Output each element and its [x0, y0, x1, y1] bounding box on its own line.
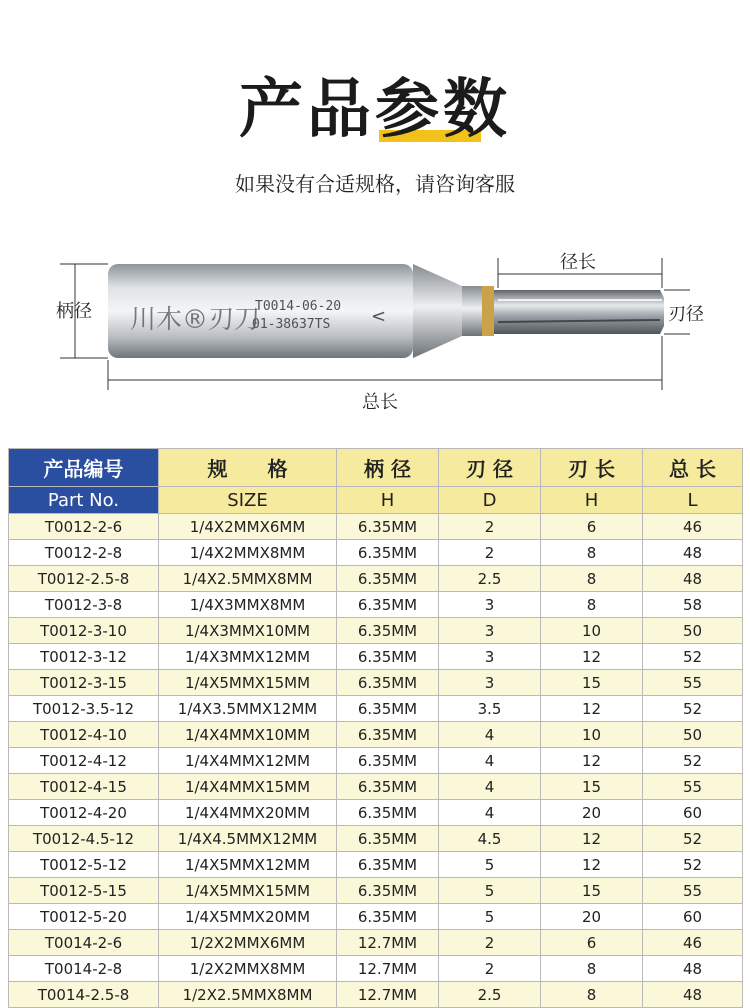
- part-no-cell: T0012-2-8: [9, 540, 159, 566]
- shank-diameter-label: 柄径: [56, 301, 92, 322]
- header-part-no-en: Part No.: [9, 487, 159, 514]
- header-blade-length-en: H: [541, 487, 643, 514]
- shank-cell: 6.35MM: [337, 722, 439, 748]
- blade-length-cell: 8: [541, 566, 643, 592]
- shank-cell: 6.35MM: [337, 566, 439, 592]
- blade-diameter-cell: 3: [439, 618, 541, 644]
- router-bit-diagram: [0, 240, 750, 430]
- header-total-length-en: L: [643, 487, 743, 514]
- page-title: [239, 70, 511, 150]
- part-no-cell: T0012-2.5-8: [9, 566, 159, 592]
- blade-length-cell: 6: [541, 930, 643, 956]
- blade-diameter-cell: 4.5: [439, 826, 541, 852]
- blade-length-cell: 10: [541, 722, 643, 748]
- title-area: [0, 70, 750, 150]
- size-cell: 1/4X2MMX6MM: [159, 514, 337, 540]
- total-length-cell: 55: [643, 670, 743, 696]
- blade-diameter-cell: 2: [439, 514, 541, 540]
- table-row: [9, 540, 743, 566]
- blade-diameter-cell: 4: [439, 800, 541, 826]
- table-row: [9, 826, 743, 852]
- blade-length-cell: 15: [541, 670, 643, 696]
- blade-diameter-cell: 4: [439, 722, 541, 748]
- total-length-cell: 48: [643, 540, 743, 566]
- table-row: [9, 878, 743, 904]
- table-row: [9, 800, 743, 826]
- blade-diameter-cell: 5: [439, 852, 541, 878]
- blade: [494, 290, 664, 334]
- part-no-cell: T0012-3-15: [9, 670, 159, 696]
- size-cell: 1/4X3MMX12MM: [159, 644, 337, 670]
- neck-body: [462, 286, 484, 336]
- table-row: [9, 618, 743, 644]
- total-length-cell: 52: [643, 696, 743, 722]
- size-cell: 1/4X2MMX8MM: [159, 540, 337, 566]
- spec-table-body: [9, 514, 743, 1008]
- total-length-cell: 60: [643, 904, 743, 930]
- neck: [413, 264, 462, 358]
- part-no-cell: T0012-3-8: [9, 592, 159, 618]
- shank-cell: 6.35MM: [337, 670, 439, 696]
- table-row: [9, 670, 743, 696]
- size-cell: 1/4X5MMX12MM: [159, 852, 337, 878]
- shank-cell: 6.35MM: [337, 514, 439, 540]
- table-row: [9, 566, 743, 592]
- blade-length-label: 径长: [560, 252, 596, 273]
- table-row: [9, 592, 743, 618]
- header-row-cn: [9, 449, 743, 487]
- part-no-cell: T0012-4-12: [9, 748, 159, 774]
- size-cell: 1/2X2MMX6MM: [159, 930, 337, 956]
- part-no-cell: T0014-2-8: [9, 956, 159, 982]
- total-length-cell: 50: [643, 618, 743, 644]
- shank-cell: 6.35MM: [337, 800, 439, 826]
- blade-length-cell: 15: [541, 878, 643, 904]
- shank-cell: 12.7MM: [337, 930, 439, 956]
- table-row: [9, 956, 743, 982]
- part-no-cell: T0014-2.5-8: [9, 982, 159, 1008]
- table-row: [9, 514, 743, 540]
- blade-length-cell: 8: [541, 956, 643, 982]
- shank-cell: 6.35MM: [337, 592, 439, 618]
- header-size-cn: 规 格: [159, 449, 337, 487]
- total-length-cell: 52: [643, 852, 743, 878]
- engraving-line2: 01-38637TS: [252, 317, 331, 332]
- blade-diameter-label: 刃径: [668, 304, 704, 325]
- blade-length-cell: 20: [541, 904, 643, 930]
- engraving-mark: <: [371, 306, 387, 327]
- total-length-cell: 48: [643, 956, 743, 982]
- header-shank-cn: 柄 径: [337, 449, 439, 487]
- shank-cell: 6.35MM: [337, 644, 439, 670]
- table-row: [9, 930, 743, 956]
- part-no-cell: T0012-4-15: [9, 774, 159, 800]
- shank-cell: 6.35MM: [337, 826, 439, 852]
- spec-table: [8, 448, 743, 1008]
- blade-diameter-cell: 2: [439, 540, 541, 566]
- table-row: [9, 696, 743, 722]
- table-row: [9, 904, 743, 930]
- total-length-cell: 48: [643, 566, 743, 592]
- size-cell: 1/4X4.5MMX12MM: [159, 826, 337, 852]
- blade-length-cell: 8: [541, 540, 643, 566]
- size-cell: 1/4X5MMX15MM: [159, 670, 337, 696]
- part-no-cell: T0012-5-15: [9, 878, 159, 904]
- size-cell: 1/4X5MMX20MM: [159, 904, 337, 930]
- size-cell: 1/4X3MMX8MM: [159, 592, 337, 618]
- total-length-cell: 46: [643, 514, 743, 540]
- header-blade-diameter-cn: 刃 径: [439, 449, 541, 487]
- header-row-en: [9, 487, 743, 514]
- size-cell: 1/4X2.5MMX8MM: [159, 566, 337, 592]
- shank-cell: 6.35MM: [337, 878, 439, 904]
- part-no-cell: T0014-2-6: [9, 930, 159, 956]
- size-cell: 1/2X2.5MMX8MM: [159, 982, 337, 1008]
- header-blade-length-cn: 刃 长: [541, 449, 643, 487]
- blade-length-cell: 12: [541, 696, 643, 722]
- shank-cell: 6.35MM: [337, 748, 439, 774]
- part-no-cell: T0012-3-10: [9, 618, 159, 644]
- blade-length-cell: 12: [541, 644, 643, 670]
- blade-diameter-cell: 2: [439, 956, 541, 982]
- size-cell: 1/4X3.5MMX12MM: [159, 696, 337, 722]
- total-length-cell: 60: [643, 800, 743, 826]
- shank-cell: 6.35MM: [337, 540, 439, 566]
- size-cell: 1/4X5MMX15MM: [159, 878, 337, 904]
- header-part-no-cn: 产品编号: [9, 449, 159, 487]
- table-row: [9, 982, 743, 1008]
- blade-diameter-cell: 3: [439, 670, 541, 696]
- blade-diameter-cell: 2.5: [439, 982, 541, 1008]
- part-no-cell: T0012-4.5-12: [9, 826, 159, 852]
- shank-cell: 12.7MM: [337, 982, 439, 1008]
- table-row: [9, 748, 743, 774]
- total-length-cell: 50: [643, 722, 743, 748]
- blade-length-cell: 10: [541, 618, 643, 644]
- shank-cell: 12.7MM: [337, 956, 439, 982]
- total-length-cell: 52: [643, 826, 743, 852]
- blade-length-cell: 8: [541, 592, 643, 618]
- size-cell: 1/4X4MMX10MM: [159, 722, 337, 748]
- shank-cell: 6.35MM: [337, 904, 439, 930]
- header-shank-en: H: [337, 487, 439, 514]
- brand-mark: 川木®刃刀: [130, 305, 261, 335]
- blade-diameter-cell: 2: [439, 930, 541, 956]
- page-title-text: 产品参数: [239, 73, 511, 147]
- total-length-cell: 52: [643, 748, 743, 774]
- table-row: [9, 722, 743, 748]
- header-size-en: SIZE: [159, 487, 337, 514]
- total-length-cell: 52: [643, 644, 743, 670]
- header-blade-diameter-en: D: [439, 487, 541, 514]
- blade-diameter-cell: 5: [439, 904, 541, 930]
- blade-length-cell: 15: [541, 774, 643, 800]
- blade-length-cell: 8: [541, 982, 643, 1008]
- spec-table-wrap: [8, 448, 742, 1008]
- total-length-cell: 55: [643, 774, 743, 800]
- part-no-cell: T0012-4-20: [9, 800, 159, 826]
- blade-diameter-cell: 3: [439, 644, 541, 670]
- size-cell: 1/4X3MMX10MM: [159, 618, 337, 644]
- size-cell: 1/4X4MMX15MM: [159, 774, 337, 800]
- blade-length-cell: 12: [541, 826, 643, 852]
- part-no-cell: T0012-3.5-12: [9, 696, 159, 722]
- shank-cell: 6.35MM: [337, 618, 439, 644]
- blade-diameter-cell: 4: [439, 748, 541, 774]
- size-cell: 1/4X4MMX20MM: [159, 800, 337, 826]
- total-length-cell: 46: [643, 930, 743, 956]
- part-no-cell: T0012-5-12: [9, 852, 159, 878]
- total-length-cell: 55: [643, 878, 743, 904]
- table-row: [9, 774, 743, 800]
- total-length-label: 总长: [362, 392, 398, 413]
- table-row: [9, 852, 743, 878]
- blade-diameter-cell: 3.5: [439, 696, 541, 722]
- header-total-length-cn: 总 长: [643, 449, 743, 487]
- part-no-cell: T0012-5-20: [9, 904, 159, 930]
- blade-diameter-cell: 5: [439, 878, 541, 904]
- shank-cell: 6.35MM: [337, 774, 439, 800]
- page-subtitle: 如果没有合适规格，请咨询客服: [235, 172, 515, 196]
- blade-diameter-cell: 2.5: [439, 566, 541, 592]
- total-length-cell: 58: [643, 592, 743, 618]
- blade-length-cell: 12: [541, 852, 643, 878]
- blade-length-cell: 12: [541, 748, 643, 774]
- total-length-cell: 48: [643, 982, 743, 1008]
- table-row: [9, 644, 743, 670]
- part-no-cell: T0012-3-12: [9, 644, 159, 670]
- part-no-cell: T0012-2-6: [9, 514, 159, 540]
- brazed-ring: [482, 286, 494, 336]
- blade-diameter-cell: 3: [439, 592, 541, 618]
- part-no-cell: T0012-4-10: [9, 722, 159, 748]
- blade-diameter-cell: 4: [439, 774, 541, 800]
- blade-length-cell: 20: [541, 800, 643, 826]
- size-cell: 1/2X2MMX8MM: [159, 956, 337, 982]
- shank-cell: 6.35MM: [337, 852, 439, 878]
- blade-length-cell: 6: [541, 514, 643, 540]
- engraving-line1: T0014-06-20: [255, 299, 342, 314]
- shank-cell: 6.35MM: [337, 696, 439, 722]
- size-cell: 1/4X4MMX12MM: [159, 748, 337, 774]
